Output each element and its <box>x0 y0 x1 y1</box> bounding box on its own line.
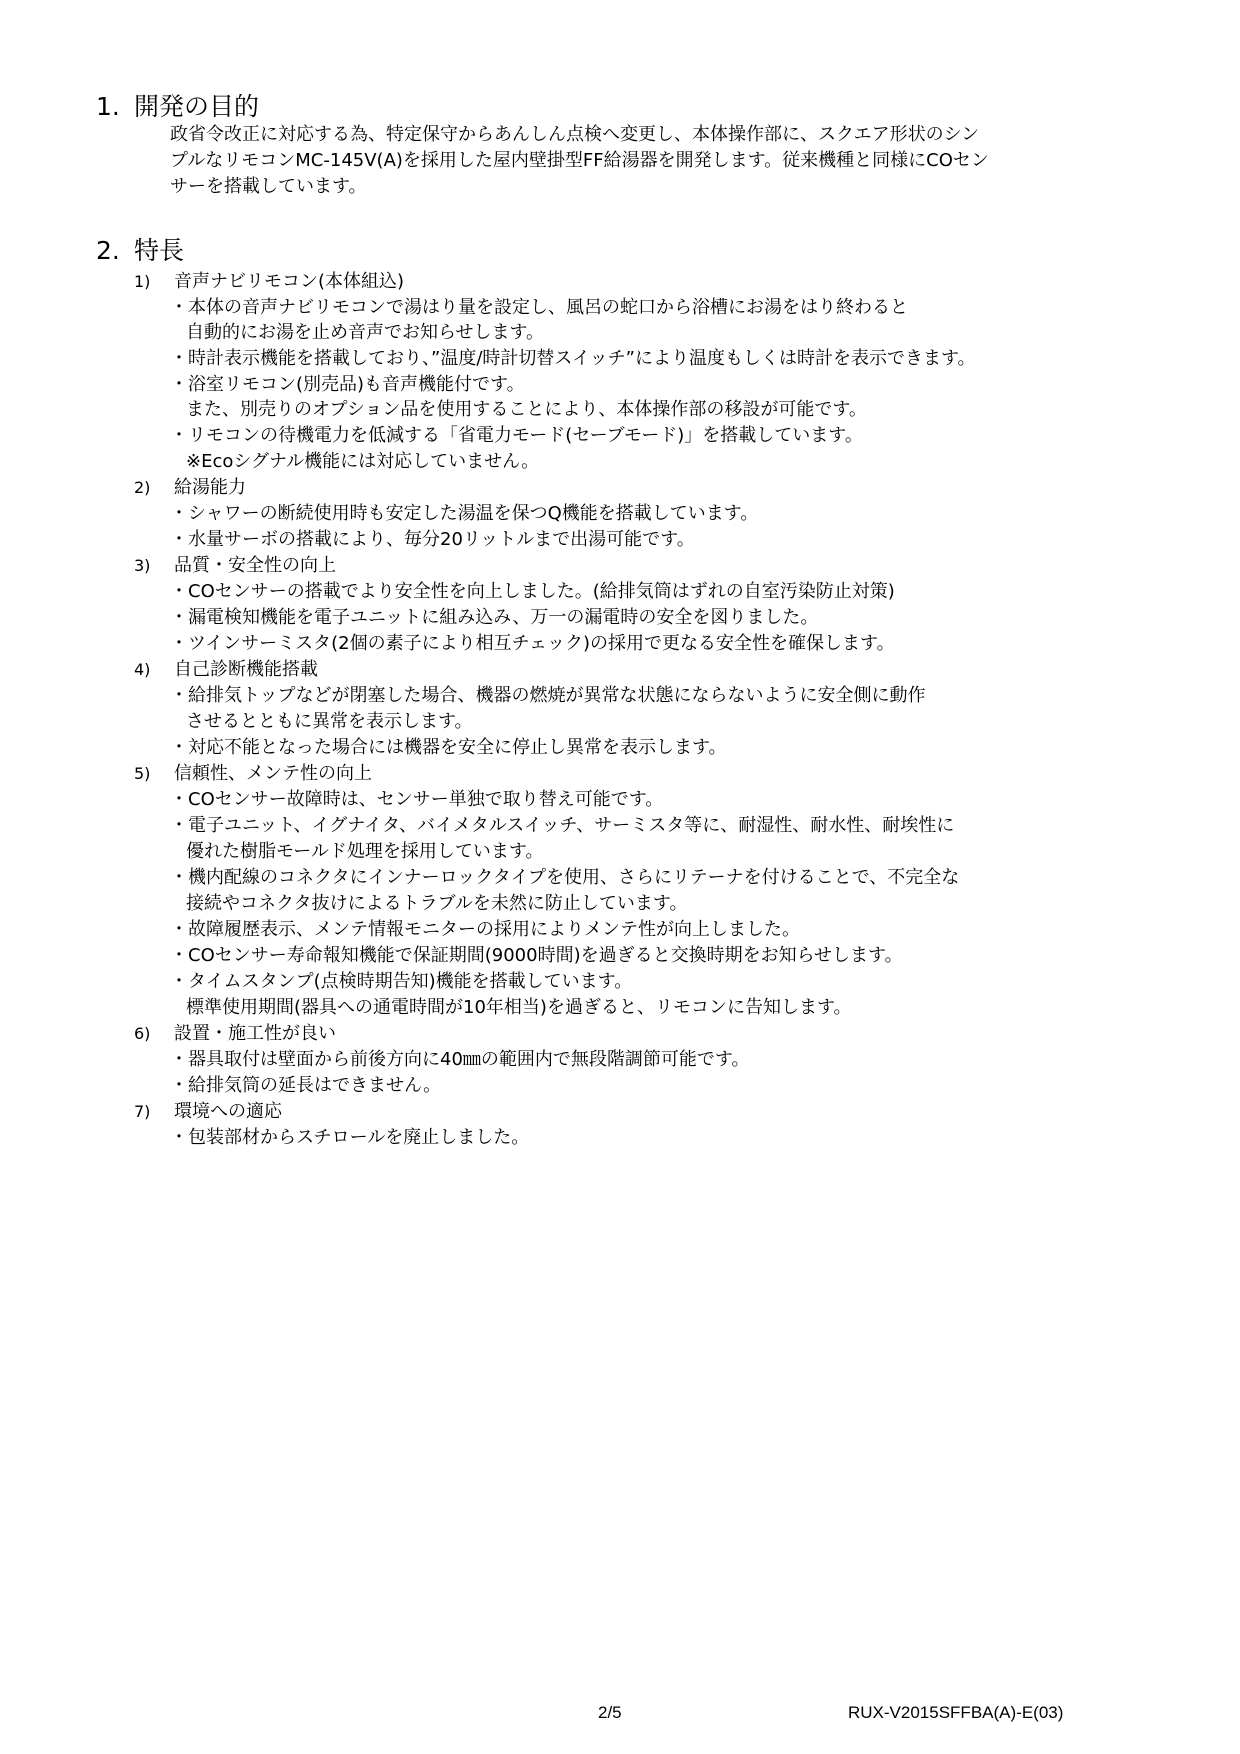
subsection-1-item-2: ・時計表示機能を搭載しており、”温度/時計切替スイッチ”により温度もしくは時計を表示できます。 <box>170 348 976 369</box>
subsection-5-item-6: ・タイムスタンプ(点検時期告知)機能を搭載しています。 <box>170 971 633 992</box>
section-1-line-1: 政省令改正に対応する為、特定保守からあんしん点検へ変更し、本体操作部に、スクエア形状のシン <box>170 124 980 145</box>
subsection-2-number: 2) <box>134 478 151 497</box>
subsection-1-title: 音声ナビリモコン(本体組込) <box>174 271 405 292</box>
subsection-2-heading <box>134 476 246 500</box>
subsection-4-heading <box>134 658 318 682</box>
subsection-1-item-1-cont: 自動的にお湯を止め音声でお知らせします。 <box>186 322 545 343</box>
subsection-5-title: 信頼性、メンテ性の向上 <box>174 763 372 784</box>
subsection-7-title: 環境への適応 <box>174 1101 282 1122</box>
subsection-7-heading <box>134 1100 282 1124</box>
section-1-line-2: プルなリモコンMC-145V(A)を採用した屋内壁掛型FF給湯器を開発します。従来機種と同様にCOセン <box>170 150 989 171</box>
subsection-3-heading <box>134 554 336 578</box>
subsection-6-item-1: ・器具取付は壁面から前後方向に40㎜の範囲内で無段階調節可能です。 <box>170 1049 750 1070</box>
subsection-2-item-2: ・水量サーボの搭載により、毎分20リットルまで出湯可能です。 <box>170 529 695 550</box>
subsection-4-item-1-cont: させるとともに異常を表示します。 <box>186 711 473 732</box>
subsection-1-item-3: ・浴室リモコン(別売品)も音声機能付です。 <box>170 374 525 395</box>
subsection-3-item-1: ・COセンサーの搭載でより安全性を向上しました。(給排気筒はずれの自室汚染防止対策) <box>170 581 895 602</box>
subsection-6-heading <box>134 1022 336 1046</box>
subsection-5-item-2-cont: 優れた樹脂モールド処理を採用しています。 <box>186 841 544 862</box>
subsection-5-item-6-cont: 標準使用期間(器具への通電時間が10年相当)を過ぎると、リモコンに告知します。 <box>186 997 852 1018</box>
section-2-title: 特長 <box>134 236 185 265</box>
subsection-1-item-4: ・リモコンの待機電力を低減する「省電力モード(セーブモード)」を搭載しています。 <box>170 425 863 446</box>
subsection-1-item-4-note: ※Ecoシグナル機能には対応していません。 <box>186 451 540 472</box>
subsection-4-item-1: ・給排気トップなどが閉塞した場合、機器の燃焼が異常な状態にならないように安全側に動作 <box>170 685 926 706</box>
subsection-1-item-3-cont: また、別売りのオプション品を使用することにより、本体操作部の移設が可能です。 <box>186 399 867 420</box>
subsection-4-item-2: ・対応不能となった場合には機器を安全に停止し異常を表示します。 <box>170 737 727 758</box>
subsection-4-title: 自己診断機能搭載 <box>174 659 318 680</box>
subsection-3-title: 品質・安全性の向上 <box>174 555 336 576</box>
page-number: 2/5 <box>598 1703 622 1722</box>
subsection-7-number: 7) <box>134 1102 151 1121</box>
subsection-5-item-5: ・COセンサー寿命報知機能で保証期間(9000時間)を過ぎると交換時期をお知らせします。 <box>170 945 903 966</box>
section-1-heading <box>96 92 259 122</box>
subsection-6-number: 6) <box>134 1024 151 1043</box>
subsection-5-item-3: ・機内配線のコネクタにインナーロックタイプを使用、さらにリテーナを付けることで、不完全な <box>170 867 960 888</box>
subsection-6-title: 設置・施工性が良い <box>174 1023 336 1044</box>
document-code: RUX-V2015SFFBA(A)-E(03) <box>848 1703 1064 1722</box>
subsection-7-item-1: ・包装部材からスチロールを廃止しました。 <box>170 1127 530 1148</box>
section-2-number: 2. <box>96 236 120 265</box>
subsection-3-item-3: ・ツインサーミスタ(2個の素子により相互チェック)の採用で更なる安全性を確保します。 <box>170 633 895 654</box>
subsection-2-title: 給湯能力 <box>174 477 246 498</box>
section-2-heading <box>96 236 184 266</box>
section-1-line-3: サーを搭載しています。 <box>170 176 367 197</box>
subsection-5-heading <box>134 762 372 786</box>
subsection-3-item-2: ・漏電検知機能を電子ユニットに組み込み、万一の漏電時の安全を図りました。 <box>170 607 819 628</box>
subsection-4-number: 4) <box>134 660 151 679</box>
subsection-5-item-3-cont: 接続やコネクタ抜けによるトラブルを未然に防止しています。 <box>186 893 688 914</box>
subsection-3-number: 3) <box>134 556 151 575</box>
subsection-2-item-1: ・シャワーの断続使用時も安定した湯温を保つQ機能を搭載しています。 <box>170 503 759 524</box>
subsection-5-item-1: ・COセンサー故障時は、センサー単独で取り替え可能です。 <box>170 789 664 810</box>
subsection-6-item-2: ・給排気筒の延長はできません。 <box>170 1075 442 1096</box>
subsection-5-number: 5) <box>134 764 151 783</box>
subsection-1-number: 1) <box>134 272 151 291</box>
section-1-number: 1. <box>96 92 120 121</box>
subsection-5-item-2: ・電子ユニット、イグナイタ、バイメタルスイッチ、サーミスタ等に、耐湿性、耐水性、耐埃性に <box>170 815 955 836</box>
subsection-1-item-1: ・本体の音声ナビリモコンで湯はり量を設定し、風呂の蛇口から浴槽にお湯をはり終わると <box>170 297 908 318</box>
subsection-5-item-4: ・故障履歴表示、メンテ情報モニターの採用によりメンテ性が向上しました。 <box>170 919 800 940</box>
section-1-title: 開発の目的 <box>134 92 260 121</box>
subsection-1-heading <box>134 270 404 294</box>
